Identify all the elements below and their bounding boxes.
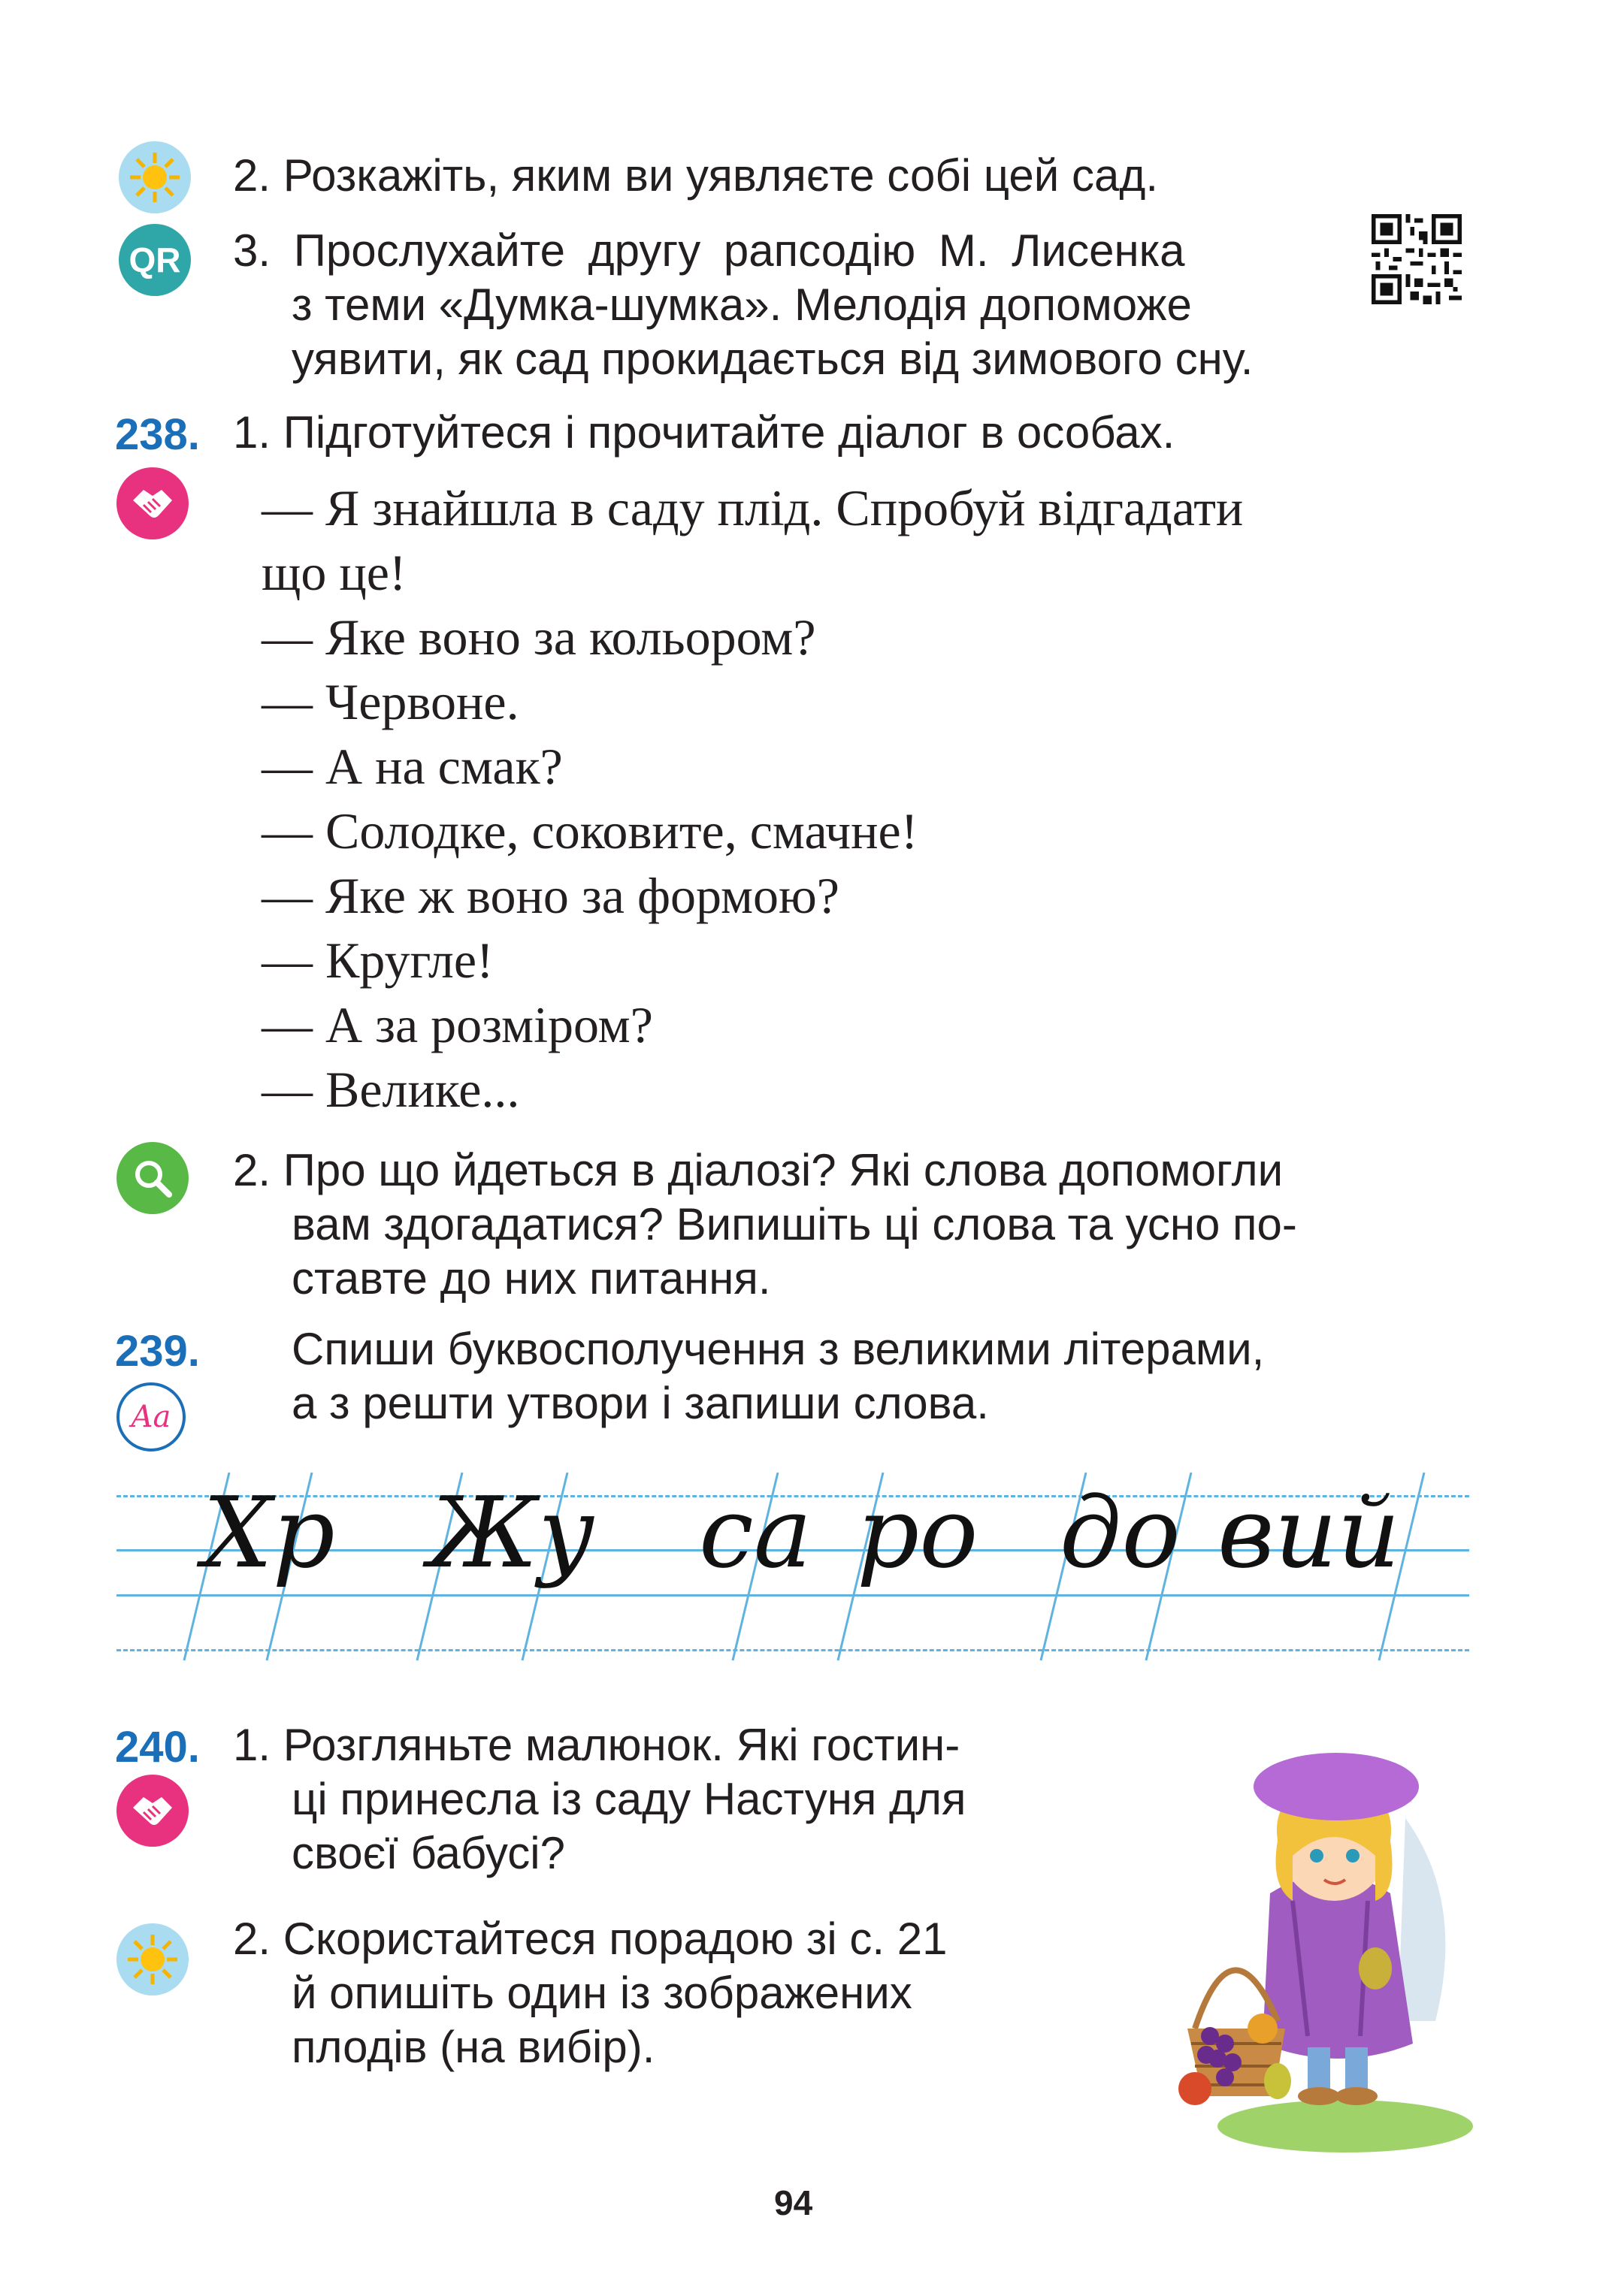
- exercise-238-task-1: 1. Підготуйтеся і прочитайте діалог в особах.: [233, 407, 1175, 458]
- sun-icon: [116, 1923, 189, 1995]
- cursive-syllable: ро: [857, 1476, 978, 1590]
- cursive-syllable: вий: [1217, 1476, 1401, 1590]
- dialog-line: — А на смак?: [262, 738, 563, 795]
- handshake-icon: [116, 1775, 189, 1847]
- qr-code-icon[interactable]: [1372, 214, 1462, 304]
- item-2-text: 2. Розкажіть, яким ви уявляєте собі цей сад.: [233, 150, 1158, 201]
- dialog-line-1-cont: що це!: [262, 544, 407, 601]
- sun-icon: [119, 141, 191, 213]
- dialog-line: — Кругле!: [262, 932, 494, 989]
- exercise-240-task-1-line-2: ці принесла із саду Настуня для: [292, 1774, 966, 1824]
- handwriting-icon: [116, 1382, 186, 1452]
- cursive-syllable: Хр: [203, 1476, 335, 1590]
- exercise-240-task-1-line-3: своєї бабусі?: [292, 1828, 565, 1878]
- handwriting-icon-label: Aa: [131, 1400, 171, 1434]
- cursive-syllable: са: [699, 1476, 812, 1590]
- item-3-line-3: уявити, як сад прокидається від зимового сну.: [292, 334, 1254, 384]
- item-3-line-2: з теми «Думка-шумка». Мелодія допоможе: [292, 279, 1192, 330]
- exercise-240-task-2-line-2: й опишіть один із зображених: [292, 1968, 912, 2018]
- item-3-line-1: 3. Прослухайте другу рапсодію М. Лисенка: [233, 225, 1185, 276]
- dialog-line: — Велике...: [262, 1061, 520, 1118]
- exercise-239-number: 239.: [115, 1327, 200, 1376]
- dialog-line-1: — Я знайшла в саду плід. Спробуй відгадати: [262, 479, 1244, 536]
- exercise-238-task-2-line-3: ставте до них питання.: [292, 1253, 771, 1304]
- qr-label-text: QR: [129, 240, 181, 279]
- qr-label-icon: [119, 224, 191, 296]
- exercise-240-number: 240.: [115, 1723, 200, 1772]
- handshake-icon: [116, 467, 189, 539]
- exercise-240-task-2-line-3: плодів (на вибір).: [292, 2022, 655, 2072]
- dialog-line: — Яке воно за кольором?: [262, 609, 816, 666]
- magnifier-icon: [116, 1142, 189, 1214]
- exercise-238-number: 238.: [115, 410, 200, 459]
- cursive-syllable: Жу: [428, 1476, 595, 1590]
- dialog-line: — Червоне.: [262, 673, 519, 730]
- cursive-syllable: до: [1060, 1476, 1181, 1590]
- exercise-240-task-1-line-1: 1. Розгляньте малюнок. Які гостин-: [233, 1720, 960, 1770]
- exercise-238-task-2-line-2: вам здогадатися? Випишіть ці слова та усно по-: [292, 1199, 1297, 1249]
- dialog-line: — Солодке, соковите, смачне!: [262, 802, 918, 859]
- girl-with-basket-illustration: [1150, 1705, 1481, 2156]
- dialog-line: — А за розміром?: [262, 996, 653, 1053]
- exercise-239-line-2: а з решти утвори і запиши слова.: [292, 1378, 989, 1428]
- page-number: 94: [774, 2183, 813, 2222]
- exercise-239-line-1: Спиши буквосполучення з великими літерами,: [292, 1324, 1265, 1374]
- exercise-240-task-2-line-1: 2. Скористайтеся порадою зі с. 21: [233, 1914, 948, 1964]
- dialog-line: — Яке ж воно за формою?: [262, 867, 839, 924]
- exercise-238-task-2-line-1: 2. Про що йдеться в діалозі? Які слова допомогли: [233, 1145, 1284, 1195]
